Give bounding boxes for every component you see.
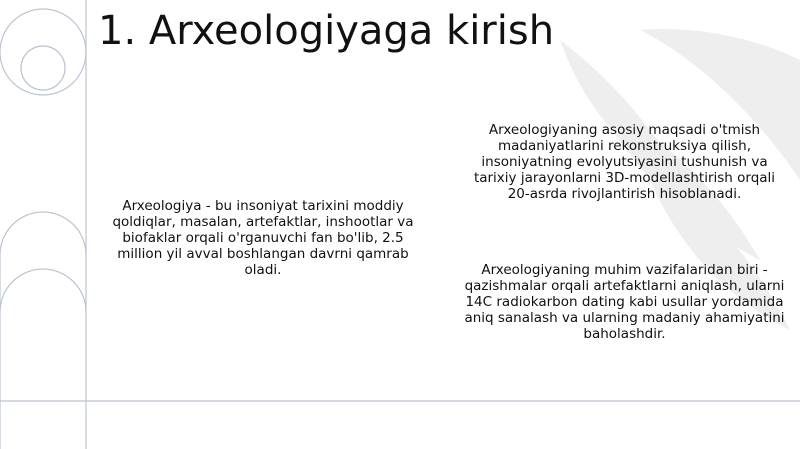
- arch-upper: [0, 212, 86, 255]
- slide-title: 1. Arxeologiyaga kirish: [98, 8, 555, 54]
- right-paragraph-bottom: Arxeologiyaning muhim vazifalaridan biri - qazishmalar orqali artefaktlarni aniqlash, ularni 14C radiokarbon dating kabi usullar yordamida aniq sanalash va ularning madaniy ahamiyatini baholashdir.: [464, 262, 785, 342]
- circle-outline-large: [0, 9, 86, 95]
- arch-lower: [0, 269, 86, 312]
- circle-outline-small: [21, 46, 65, 90]
- right-paragraph-top: Arxeologiyaning asosiy maqsadi o'tmish madaniyatlarini rekonstruksiya qilish, insoniyatning evolyutsiyasini tushunish va tarixiy jarayonlarni 3D-modellashtirish orqali 20-asrda rivojlantirish hisoblanadi.: [473, 122, 776, 202]
- left-paragraph: Arxeologiya - bu insoniyat tarixini moddiy qoldiqlar, masalan, artefaktlar, inshootlar va biofaklar orqali o'rganuvchi fan bo'lib, 2.5 million yil avval boshlangan davrni qamrab oladi.: [112, 198, 414, 278]
